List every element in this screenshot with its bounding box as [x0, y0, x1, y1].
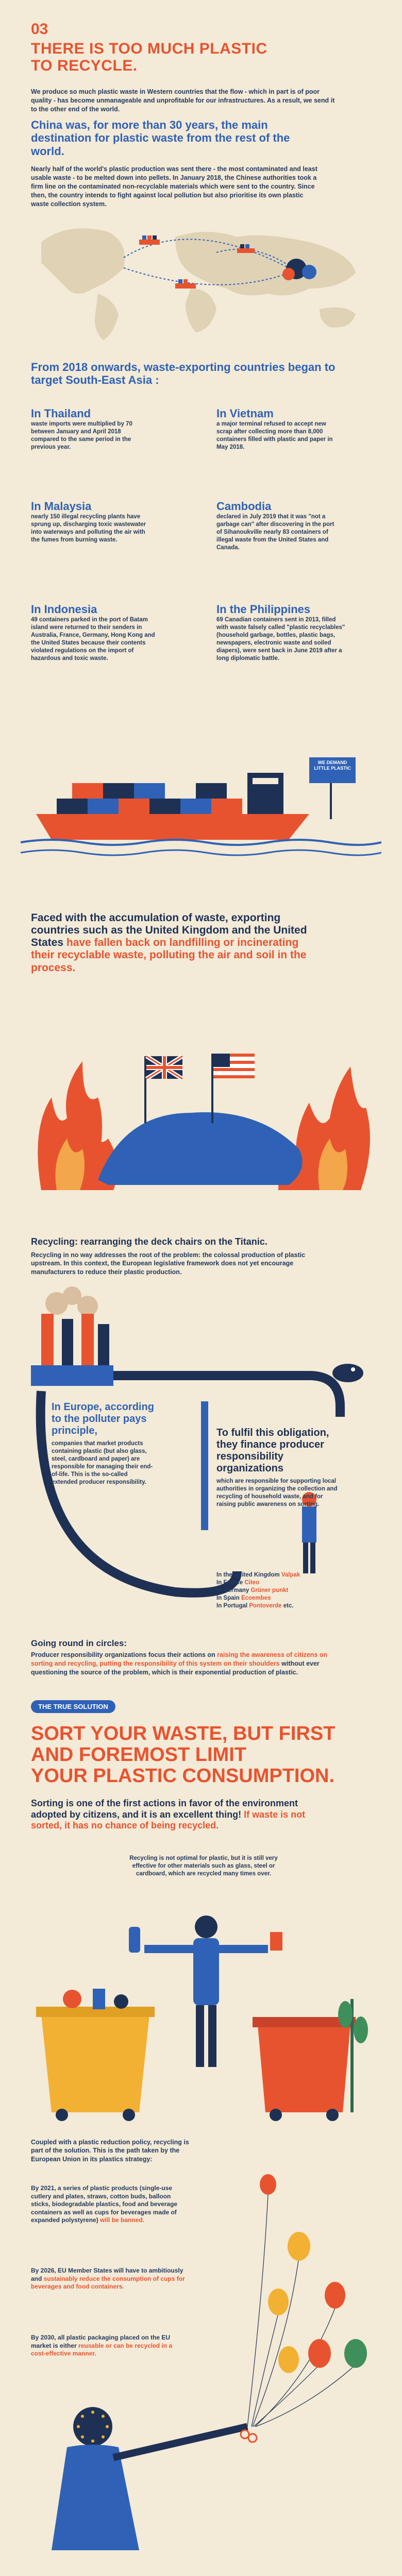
solution-title: SORT YOUR WASTE, BUT FIRST AND FOREMOST LIMIT YOUR PLASTIC CONSUMPTION. — [31, 1723, 336, 1787]
fulfil-heading: To fulfil this obligation, they finance producer responsibility organizations — [216, 1427, 329, 1474]
fulfil-text: which are responsible for supporting local authorities in organizing the collection and recycling of household waste, and for raising public awareness on sorting. — [216, 1478, 338, 1507]
snake-head-icon — [332, 1364, 363, 1382]
policy-2026: By 2026, EU Member States will have to ambitiously and sustainably reduce the consumption of cups for beverages and food containers. — [31, 2267, 185, 2291]
title-line-2: TO RECYCLE. — [31, 57, 138, 74]
balloon-icon — [308, 2339, 331, 2368]
circles-section — [31, 1638, 340, 1677]
country-cambodia: Cambodia declared in July 2019 that it was "not a garbage can" after discovering in the port of Sihanoukville nearly 83 containers of illegal waste from the United States and Canada. — [216, 500, 334, 551]
balloon-icon — [268, 2289, 289, 2315]
factory-icon — [31, 1314, 113, 1386]
ship-hull — [36, 814, 309, 840]
pipe-vertical — [201, 1401, 208, 1530]
can-icon — [270, 1932, 282, 1951]
yellow-bin-icon — [36, 2007, 155, 2121]
deck-text: Recycling in no way addresses the root of the problem: the colossal production of plastic upstream. In this context, the European legislative framework does not yet encourage manufacturers to reduce their plastic production. — [31, 1251, 306, 1276]
country-philippines: In the Philippines 69 Canadian containers sent in 2013, filled with waste falsely called "plastic recyclables" (household garbage, bottles, plastic bags, newspapers, electronic waste and soiled diapers), were sent back in June 2019 after a long diplomatic battle. — [216, 603, 345, 662]
country-malaysia: In Malaysia nearly 150 illegal recycling plants have sprung up, discharging toxic wastewater into waterways and polluting the air with the fumes from burning waste. — [31, 500, 146, 543]
balloon-icon — [278, 2346, 299, 2373]
scissors-icon — [241, 2430, 257, 2442]
balloon-icon — [260, 2174, 276, 2195]
circles-heading: Going round in circles: — [31, 1638, 127, 1648]
policy-intro: Coupled with a plastic reduction policy, recycling is part of the solution. This is the path taken by the European Union in its plastics strategy: — [31, 2139, 189, 2163]
smoke — [45, 1286, 98, 1316]
eu-figure-icon — [52, 2407, 247, 2550]
china-text: Nearly half of the world's plastic production was sent there - the most contaminated and least usable waste - to be melted down into pellets. In January 2018, the Chinese authorities took a firm line on the contaminated non-recyclable materials which were sent to the country. Since then, the country intends to fight against local pollution but also prioritise its own plastic waste collection system. — [31, 165, 317, 208]
europe-block — [52, 1401, 155, 1486]
section-number: 03 — [31, 21, 48, 38]
recycle-note: Recycling is not optimal for plastic, but it is still very effective for other materials such as glass, steel or cardboard, which are recycled many times over. — [129, 1855, 278, 1877]
balloon-icon — [325, 2282, 345, 2309]
landfill-fire-illustration — [21, 994, 381, 1211]
sorting-text: Sorting is one of the first actions in favor of the environment adopted by citizens, and it is an excellent thing! If waste is not sorted, it has no chance of being recycled. — [31, 1798, 306, 1831]
org-item: In the United Kingdom Valpak — [216, 1572, 300, 1578]
waste-items — [63, 1989, 128, 2009]
deck-heading: Recycling: rearranging the deck chairs on the Titanic. — [31, 1236, 267, 1247]
china-heading: China was, for more than 30 years, the main destination for plastic waste from the rest of the world. — [31, 118, 290, 158]
europe-text: companies that market products containing plastic (but also glass, steel, cardboard and paper) are responsible for managing their end-of-life. This is the so-called extended producer responsibility. — [52, 1440, 153, 1485]
waste-mound — [98, 1112, 303, 1185]
org-item: In Germany Grüner punkt — [216, 1587, 289, 1594]
org-item: In France Citeo — [216, 1579, 260, 1586]
bottle-icon — [129, 1927, 140, 1953]
section-title — [31, 40, 371, 74]
org-item: In Portugal Pontoverde etc. — [216, 1602, 294, 1609]
europe-heading: In Europe, according to the polluter pays principle, — [52, 1401, 154, 1436]
uk-flag-icon — [144, 1056, 182, 1123]
eu-balloons-illustration — [21, 2138, 381, 2561]
ship-icon-2 — [175, 279, 196, 289]
org-list — [216, 1571, 330, 1610]
faced-text: Faced with the accumulation of waste, exporting countries such as the United Kingdom and the United States have fallen back on landfilling or incinerating their recyclable waste, polluting the air and soil in the process. — [31, 912, 307, 974]
country-indonesia: In Indonesia 49 containers parked in the port of Batam island were returned to their senders in Australia, France, Germany, Hong Kong and the United States because their contents violated regulations on the import of hazardous and toxic waste. — [31, 603, 155, 662]
country-thailand: In Thailand waste imports were multiplied by 70 between January and April 2018 compared to the same period in the previous year. — [31, 407, 132, 450]
deck-section — [31, 1236, 320, 1277]
green-bin-icon — [253, 2017, 356, 2121]
true-solution-tag: THE TRUE SOLUTION — [31, 1700, 115, 1713]
policy-2030: By 2030, all plastic packaging placed on the EU market is either reusable or can be recycled in a cost-effective manner. — [31, 2334, 173, 2358]
org-item: In Spain Ecoembes — [216, 1595, 271, 1601]
title-line-1: THERE IS TOO MUCH PLASTIC — [31, 40, 267, 57]
ship-icon-1 — [139, 235, 160, 245]
country-vietnam: In Vietnam a major terminal refused to accept new scrap after collecting more than 8,000 containers filled with plastic and paper in May 2018. — [216, 407, 333, 450]
world-map-illustration — [21, 211, 381, 345]
balloon-icon — [344, 2339, 367, 2368]
sea-heading: From 2018 onwards, waste-exporting countries began to target South-East Asia : — [31, 361, 336, 387]
us-flag-icon — [211, 1054, 255, 1123]
policy-2021: By 2021, a series of plastic products (single-use cutlery and plates, straws, cotton buds, balloon sticks, biodegradable plastics, food and beverage containers as well as cups for beverages made of expanded polystyrene) will be banned. — [31, 2184, 178, 2224]
containers-stack-icon — [57, 783, 242, 814]
container-ship-illustration — [21, 726, 381, 881]
sorting-bins-illustration — [21, 1896, 381, 2133]
intro-text: We produce so much plastic waste in Western countries that the flow - which in part is of poor quality - has become unmanageable and unprofitable for our infrastructures. As a result, we send it to the other end of the world. — [31, 88, 335, 113]
balloon-icon — [288, 2232, 310, 2261]
sorting-person-icon — [144, 1916, 268, 2067]
fulfil-block — [216, 1427, 340, 1509]
balloon-strings — [247, 2195, 356, 2427]
circles-text: Producer responsibility organizations focus their actions on raising the awareness of citizens on sorting and recycling, putting the responsibility of this system on their shoulders without ever questioning the source of the problem, which is their exponential production of plastic. — [31, 1651, 328, 1676]
protest-sign-label: WE DEMAND LITTLE PLASTIC — [314, 760, 351, 771]
balloons — [260, 2174, 367, 2373]
